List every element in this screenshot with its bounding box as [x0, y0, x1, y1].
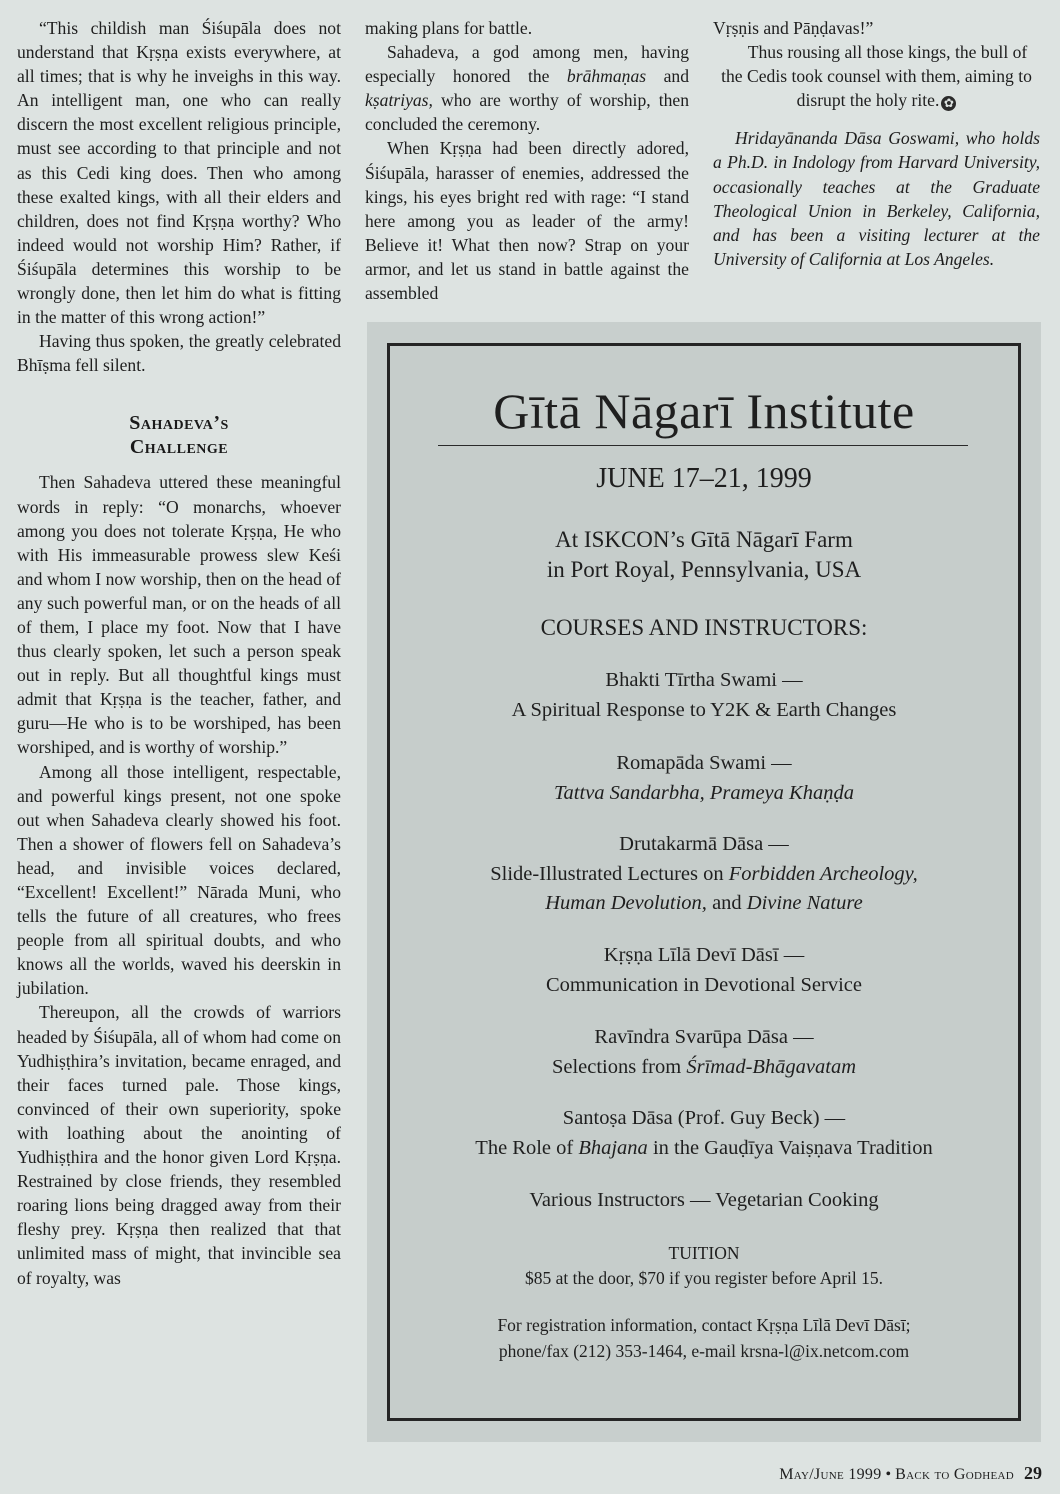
text-run: and: [646, 66, 689, 87]
course-item: [390, 830, 1018, 919]
italic-term: kṣatriyas,: [365, 90, 433, 111]
course-title-italic: Forbidden Archeology,: [728, 862, 918, 885]
course-item: [390, 1023, 1018, 1082]
issue-date: May/June 1999: [779, 1466, 882, 1483]
instructor-name: Bhakti Tīrtha Swami —: [605, 669, 803, 691]
end-flower-icon: ✿: [941, 96, 956, 111]
instructor-name: Drutakarmā Dāsa —: [619, 833, 789, 855]
institute-ad: [387, 343, 1021, 1421]
course-title-italic: Tattva Sandarbha, Prameya Khaṇḍa: [554, 781, 854, 804]
italic-term: brāhmaṇas: [566, 66, 647, 87]
tuition-text: $85 at the door, $70 if you register before April 15.: [525, 1268, 883, 1288]
instructor-name: Kṛṣṇa Līlā Devī Dāsī —: [603, 944, 805, 966]
course-desc: Communication in Devotional Service: [546, 973, 862, 996]
paragraph: Thereupon, all the crowds of warriors headed by Śiśupāla, all of whom had come on Yudhiṣṭhira’s invitation, became enraged, and their faces turned pale. Those kings, convinced of their own superiority, spoke with loathing about the anointing of Yudhiṣṭhira and the honor given Lord Kṛṣṇa. Restrained by close friends, they resembled roaring lions being dragged away from their fleshy prey. Kṛṣṇa then realized that that unlimited mass of might, that invincible sea of royalty, was: [17, 1002, 341, 1288]
paragraph: Having thus spoken, the greatly celebrated Bhīṣma fell silent.: [17, 331, 341, 376]
courses-heading: COURSES AND INSTRUCTORS:: [540, 615, 868, 640]
paragraph: [365, 40, 689, 136]
instructor-name: Ravīndra Svarūpa Dāsa —: [594, 1026, 814, 1048]
course-desc: [390, 779, 1018, 809]
page-footer: [690, 1462, 1042, 1486]
course-title-italic: Divine Nature: [746, 892, 863, 914]
text-run: The Role of: [475, 1136, 579, 1159]
article-column-3: [713, 16, 1040, 271]
text-run: Slide-Illustrated Lectures on: [490, 862, 729, 885]
course-desc: [390, 889, 1018, 919]
tuition-block: [390, 1241, 1018, 1291]
course-item: [390, 1104, 1018, 1163]
subhead-line: Challenge: [129, 436, 229, 459]
registration-line: phone/fax (212) 353-1464, e-mail krsna-l@ix.netcom.com: [498, 1341, 910, 1361]
course-title-italic: Śrīmad-Bhāgavatam: [686, 1055, 857, 1078]
registration-line: For registration information, contact Kṛṣṇa Līlā Devī Dāsī;: [497, 1315, 911, 1335]
course-item: [390, 666, 1018, 725]
paragraph: “This childish man Śiśupāla does not understand that Kṛṣṇa exists everywhere, at all times; that is why he inveighs in this way. An intelligent man, one who can really discern the most excellent religious principle, must see according to that principle and not as this Cedi king does. Then who among these exalted kings, with all their elders and children, does not find Kṛṣṇa worthy? Who indeed would not worship Him? Rather, if Śiśupāla determines this worship to be wrongly done, then let him do what is fitting in the matter of this wrong action!”: [17, 18, 341, 328]
course-desc: [390, 860, 1018, 890]
article-column-1: [17, 16, 341, 1290]
section-subhead: [17, 411, 341, 459]
text-run: Thus rousing all those kings, the bull of the Cedis took counsel with them, aiming to disrupt the holy rite.: [721, 42, 1032, 111]
author-bio: Hridayānanda Dāsa Goswami, who holds a Ph.D. in Indology from Harvard University, occasionally teaches at the Graduate Theological Union in Berkeley, California, and has been a visiting lecturer at the University of California at Los Angeles.: [713, 128, 1040, 269]
text-run: in the Gauḍīya Vaiṣṇava Tradition: [647, 1136, 933, 1159]
text-run: and: [706, 892, 747, 914]
ad-title: Gītā Nāgarī Institute: [493, 383, 915, 439]
course-title-italic: Bhajana: [578, 1136, 648, 1159]
article-column-2: [365, 16, 689, 305]
paragraph: Vṛṣṇis and Pāṇḍavas!”: [713, 18, 874, 38]
footer-bullet: •: [885, 1466, 892, 1483]
course-line: Various Instructors — Vegetarian Cooking: [529, 1189, 879, 1211]
text-run: Selections from: [551, 1055, 687, 1078]
tuition-heading: TUITION: [668, 1243, 740, 1263]
paragraph: Then Sahadeva uttered these meaningful words in reply: “O monarchs, whoever among you does not tolerate Kṛṣṇa, He who with His immeasurable prowess slew Keśi and whom I now worship, then on the head of any such powerful man, or on the heads of all of them, I place my foot. Now that I have thus clearly spoken, let such a person speak out in reply. But all thoughtful kings must admit that Kṛṣṇa is the teacher, father, and guru—He who is to be worshiped, has been worshiped, and is worthy of worship.”: [17, 472, 341, 758]
magazine-name: Back to Godhead: [895, 1466, 1014, 1483]
course-item: [390, 1186, 1018, 1216]
paragraph: making plans for battle.: [365, 18, 533, 38]
ad-date: JUNE 17–21, 1999: [596, 463, 812, 494]
paragraph: When Kṛṣṇa had been directly adored, Śiśupāla, harasser of enemies, addressed the kings, his eyes bright red with rage: “I stand here among you as leader of the army! Believe it! What then now? Strap on your armor, and let us stand in battle against the assembled: [365, 138, 689, 304]
paragraph: [713, 40, 1040, 112]
instructor-name: Santoṣa Dāsa (Prof. Guy Beck) —: [562, 1107, 846, 1129]
course-item: [390, 749, 1018, 808]
text-run: Sahadeva, a god among men, having especially honored the: [365, 42, 689, 87]
course-title-italic: Human Devolution,: [545, 892, 707, 914]
paragraph: Among all those intelligent, respectable, and powerful kings present, not one spoke out when Sahadeva clearly showed his foot. Then a shower of flowers fell on Sahadeva’s head, and invisible voices declared, “Excellent! Excellent!” Nārada Muni, who tells the future of all creatures, who frees people from all spiritual doubts, and who knows all the worlds, waved his deerskin in jubilation.: [17, 761, 341, 999]
page-number: 29: [1024, 1463, 1042, 1483]
instructor-name: Romapāda Swami —: [616, 752, 792, 774]
course-desc: [390, 1134, 1018, 1164]
subhead-line: Sahadeva’s: [129, 412, 229, 435]
location-line: At ISKCON’s Gītā Nāgarī Farm: [555, 527, 853, 552]
course-item: [390, 941, 1018, 1000]
registration-info: [390, 1312, 1018, 1364]
title-rule: [438, 445, 968, 446]
course-desc: [390, 1053, 1018, 1083]
ad-location: [390, 525, 1018, 585]
course-desc: A Spiritual Response to Y2K & Earth Changes: [511, 698, 897, 721]
text-run: who are worthy of worship, then concluded the ceremony.: [365, 90, 689, 135]
location-line: in Port Royal, Pennsylvania, USA: [546, 557, 862, 582]
